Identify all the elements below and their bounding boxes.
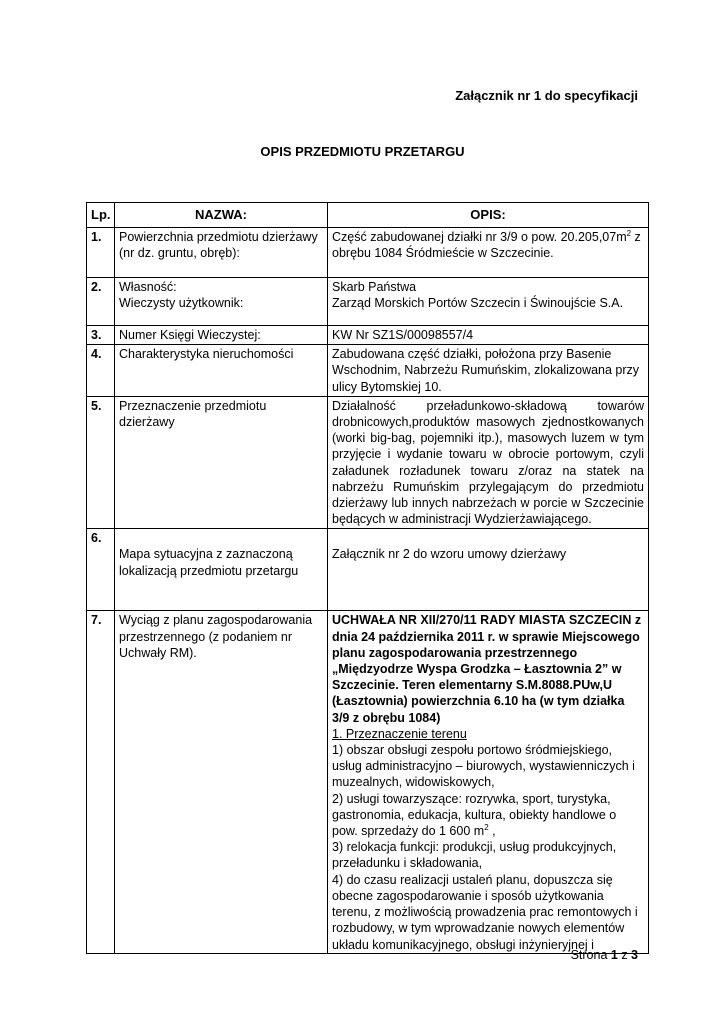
list-item: 1) obszar obsługi zespołu portowo śródmiejskiego, usług administracyjno – biurowych, wystawienniczych i muzealnych, widowiskowych, xyxy=(332,743,635,790)
row-name: Przeznaczenie przedmiotu dzierżawy xyxy=(115,396,328,529)
row-desc: Działalność przeładunkowo-składową towarów drobnicowych,produktów masowych zjednostkowanych (worki big-bag, pojemniki itp.), masowych luzem w tym przyjęcie i wydanie towaru w obrocie portowym, czyli załadunek rozładunek towaru z/oraz na statek na nabrzeżu Rumuńskim przylegającym do przedmiotu dzierżawy lub innych nabrzeżach w porcie w Szczecinie będących w administracji Wydzierżawiającego. xyxy=(328,396,649,529)
header-lp: Lp. xyxy=(87,203,115,228)
row-name: Mapa sytuacyjna z zaznaczoną lokalizacją przedmiotu przetargu xyxy=(115,529,328,611)
table-header-row xyxy=(87,203,649,228)
list-item: 2) usługi towarzyszące: rozrywka, sport, turystyka, gastronomia, edukacja, kultura, obiekty handlowe o pow. sprzedaży do 1 600 $m^2$ , xyxy=(332,791,617,839)
row-name: Powierzchnia przedmiotu dzierżawy (nr dz. gruntu, obręb): xyxy=(115,228,328,278)
row-number: 1. xyxy=(87,228,115,278)
list-item: 3) relokacja funkcji: produkcji, usług produkcyjnych, przeładunku i składowania, xyxy=(332,840,617,871)
row-number: 3. xyxy=(87,326,115,345)
table-row xyxy=(87,396,649,529)
row-name: Charakterystyka nieruchomości xyxy=(115,345,328,397)
resolution-text: UCHWAŁA NR XII/270/11 RADY MIASTA SZCZECIN z dnia 24 października 2011 r. w sprawie Miejscowego planu zagospodarowania przestrzennego „Międzyodrze Wyspa Grodzka – Łasztownia 2” w Szczecinie. Teren elementarny S.M.8088.PUw,U (Łasztownia) powierzchnia 6.10 ha (w tym działka 3/9 z obrębu 1084) xyxy=(332,613,642,725)
table-row xyxy=(87,529,649,611)
list-item: 4) do czasu realizacji ustaleń planu, dopuszcza się obecne zagospodarowanie i sposób użytkowania terenu, z możliwością prowadzenia prac remontowych i rozbudowy, w tym wprowadzanie nowych elementów układu komunikacyjnego, obsługi inżynieryjnej i xyxy=(332,872,638,952)
row-name: Wyciąg z planu zagospodarowania przestrzennego (z podaniem nr Uchwały RM). xyxy=(115,611,328,953)
page-title: OPIS PRZEDMIOTU PRZETARGU xyxy=(260,144,465,159)
table-row xyxy=(87,278,649,326)
row-number: 5. xyxy=(87,396,115,529)
table-row xyxy=(87,611,649,953)
row-desc: Zabudowana część działki, położona przy Basenie Wschodnim, Nabrzeżu Rumuńskim, zlokalizowana przy ulicy Bytomskiej 10. xyxy=(328,345,649,397)
row-name: Własność: Wieczysty użytkownik: xyxy=(115,278,328,326)
row-number: 4. xyxy=(87,345,115,397)
row-desc: Skarb Państwa Zarząd Morskich Portów Szczecin i Świnoujście S.A. xyxy=(328,278,649,326)
annex-label: Załącznik nr 1 do specyfikacji xyxy=(455,88,638,103)
row-desc: KW Nr SZ1S/00098557/4 xyxy=(328,326,649,345)
row-number: 7. xyxy=(87,611,115,953)
row-desc: Załącznik nr 2 do wzoru umowy dzierżawy xyxy=(328,529,649,611)
row-desc: Część zabudowanej działki nr 3/9 o pow. $20.205,07m^2$ z obrębu 1084 Śródmieście w Szczecinie. xyxy=(328,228,649,278)
specification-table xyxy=(86,202,649,954)
page-number: Strona 1 z 3 xyxy=(570,948,638,962)
table-row xyxy=(87,228,649,278)
header-name: NAZWA: xyxy=(115,203,328,228)
table-row xyxy=(87,345,649,397)
row-number: 2. xyxy=(87,278,115,326)
header-desc: OPIS: xyxy=(328,203,649,228)
row-desc xyxy=(328,611,649,953)
table-row xyxy=(87,326,649,345)
row-number: 6. xyxy=(87,529,115,611)
section-heading: 1. Przeznaczenie terenu xyxy=(332,726,467,741)
row-name: Numer Księgi Wieczystej: xyxy=(115,326,328,345)
